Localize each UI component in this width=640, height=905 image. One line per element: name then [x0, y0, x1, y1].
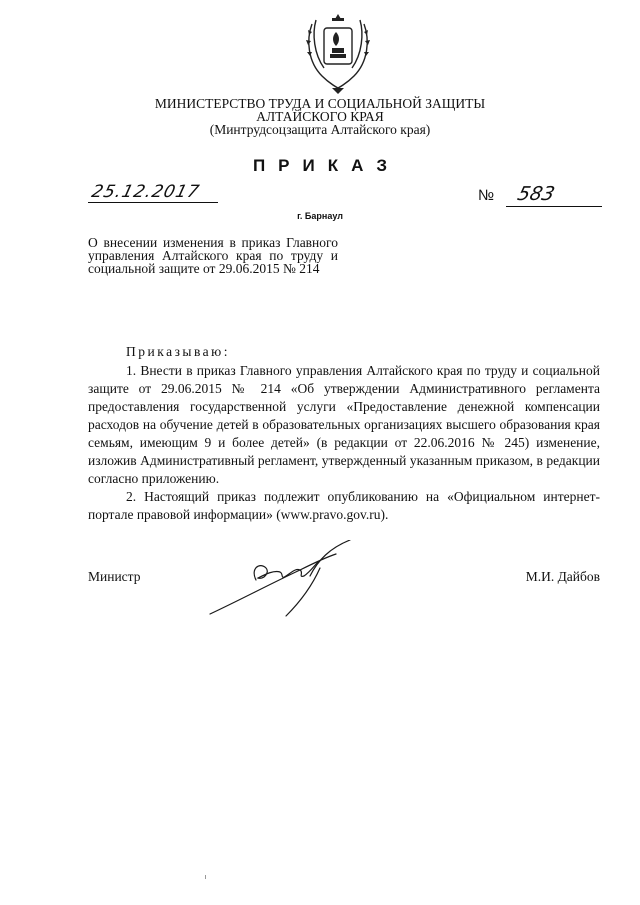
city: г. Барнаул	[297, 211, 343, 221]
org-short-name: (Минтрудсоцзащита Алтайского края)	[209, 122, 431, 137]
document-date: 25.12.2017	[89, 182, 202, 202]
org-name-line1: МИНИСТЕРСТВО ТРУДА И СОЦИАЛЬНОЙ ЗАЩИТЫ	[154, 96, 486, 111]
org-name-line2: АЛТАЙСКОГО КРАЯ	[256, 109, 384, 124]
order-paragraph-2: 2. Настоящий приказ подлежит опубликованию на «Официальном интернет-портале правовой информации» (www.pravo.gov.ru).	[88, 489, 600, 522]
signer-title: Министр	[88, 569, 141, 584]
order-intro: Приказываю:	[126, 344, 230, 359]
handwritten-signature-icon	[200, 540, 360, 620]
order-paragraph-1: 1. Внести в приказ Главного управления Алтайского края по труду и социальной защите от 29.06.2015 № 214 «Об утверждении Административного регламента предоставления государственной услуги «Предоставление денежной компенсации расходов на обучение детей в образовательных организациях высшего образования края семьям, имеющим 9 и более детей» (в редакции от 22.06.2016 № 245) изменение, изложив Административный регламент, утвержденный указанным приказом, в редакции согласно приложению.	[88, 363, 600, 486]
date-underline	[88, 202, 218, 203]
document-number: 583	[515, 183, 558, 205]
document-subject: О внесении изменения в приказ Главного управления Алтайского края по труду и социальной защите от 29.06.2015 № 214	[88, 235, 338, 276]
scan-artifact	[205, 875, 206, 879]
signer-name: М.И. Дайбов	[525, 569, 600, 584]
number-label: №	[478, 187, 495, 204]
number-underline	[506, 206, 602, 207]
document-type-title: ПРИКАЗ	[252, 156, 401, 175]
altai-krai-coat-of-arms-icon	[302, 10, 374, 96]
